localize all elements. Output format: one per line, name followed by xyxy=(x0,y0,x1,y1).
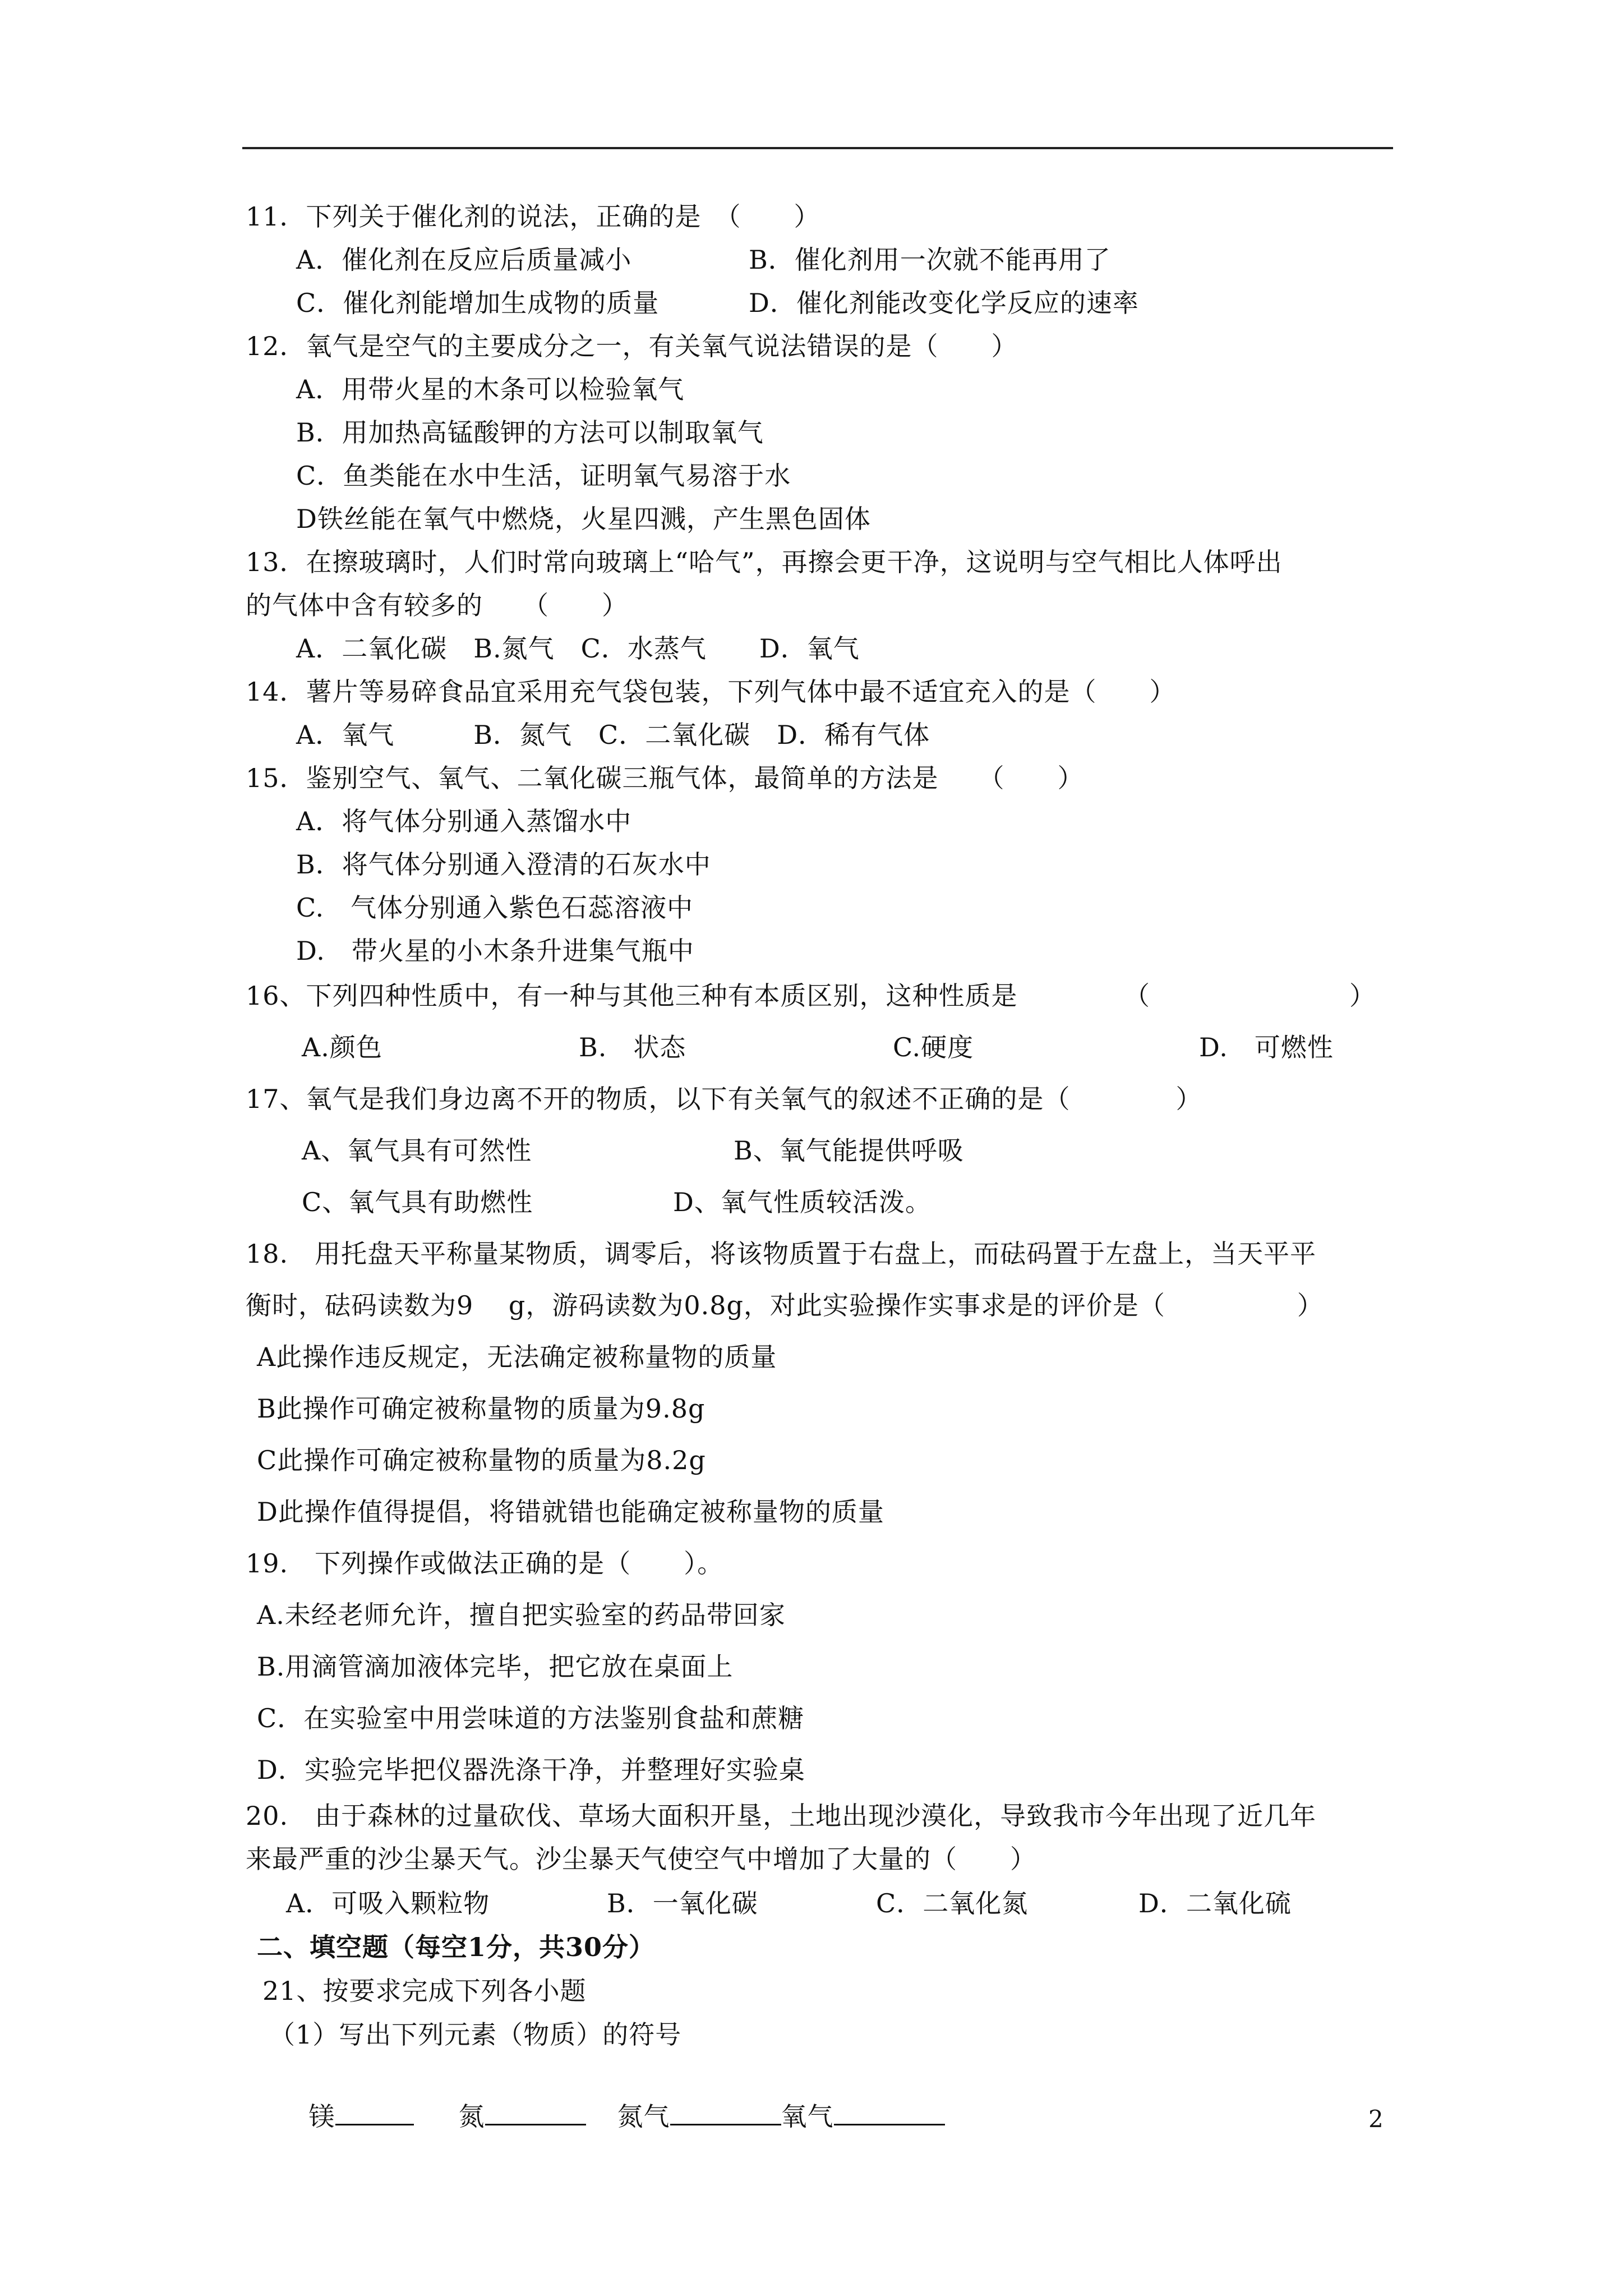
q19-option-a: A.未经老师允许，擅自把实验室的药品带回家 xyxy=(257,1600,786,1630)
q21-fill-row xyxy=(274,2064,945,2169)
q20-stem-line1: 20. 由于森林的过量砍伐、草场大面积开垦，土地出现沙漠化，导致我市今年出现了近几年 xyxy=(246,1801,1317,1831)
q17-option-d: D、氧气性质较活泼。 xyxy=(673,1187,932,1217)
q21-blank-n[interactable] xyxy=(485,2101,586,2125)
q11-option-b: B．催化剂用一次就不能再用了 xyxy=(749,245,1111,275)
q15-option-b: B．将气体分别通入澄清的石灰水中 xyxy=(296,849,711,880)
q20-option-c: C．二氧化氮 xyxy=(876,1888,1029,1918)
q12-stem: 12．氧气是空气的主要成分之一，有关氧气说法错误的是（ ） xyxy=(246,331,1018,361)
q11-stem: 11．下列关于催化剂的说法，正确的是 （ ） xyxy=(246,201,820,232)
q21-label-n: 氮 xyxy=(458,2101,485,2132)
q18-option-a: A此操作违反规定，无法确定被称量物的质量 xyxy=(257,1342,777,1372)
q17-stem: 17、氧气是我们身边离不开的物质，以下有关氧气的叙述不正确的是（ ） xyxy=(246,1084,1202,1114)
q17-option-b: B、氧气能提供呼吸 xyxy=(734,1135,964,1166)
page-number: 2 xyxy=(1368,2105,1384,2133)
header-rule xyxy=(242,147,1393,149)
q12-option-a: A．用带火星的木条可以检验氧气 xyxy=(296,374,685,404)
q17-option-a: A、氧气具有可然性 xyxy=(302,1135,532,1166)
q11-option-a: A．催化剂在反应后质量减小 xyxy=(296,245,632,275)
q13-options: A．二氧化碳 B.氮气 C．水蒸气 D．氧气 xyxy=(296,633,860,664)
q21-label-n2: 氮气 xyxy=(617,2101,670,2132)
q21-label-o2: 氧气 xyxy=(781,2101,834,2132)
q20-stem-line2: 来最严重的沙尘暴天气。沙尘暴天气使空气中增加了大量的（ ） xyxy=(246,1844,1036,1874)
q21-sub1: （1）写出下列元素（物质）的符号 xyxy=(269,2019,682,2050)
q18-stem-line1: 18. 用托盘天平称量某物质，调零后，将该物质置于右盘上，而砝码置于左盘上，当天平平 xyxy=(246,1239,1317,1269)
q18-option-d: D此操作值得提倡，将错就错也能确定被称量物的质量 xyxy=(257,1497,884,1527)
q16-option-c: C.硬度 xyxy=(893,1032,974,1062)
section-2-title: 二、填空题（每空1分，共30分） xyxy=(257,1932,656,1962)
q20-option-a: A．可吸入颗粒物 xyxy=(286,1888,490,1918)
q13-stem-line1: 13．在擦玻璃时，人们时常向玻璃上“哈气”，再擦会更干净，这说明与空气相比人体呼出 xyxy=(246,547,1283,577)
q15-option-a: A．将气体分别通入蒸馏水中 xyxy=(296,806,632,836)
q19-option-c: C．在实验室中用尝味道的方法鉴别食盐和蔗糖 xyxy=(257,1703,805,1733)
q15-option-c: C. 气体分别通入紫色石蕊溶液中 xyxy=(296,892,694,923)
q19-stem: 19. 下列操作或做法正确的是（ ）。 xyxy=(246,1548,724,1579)
q21-stem: 21、按要求完成下列各小题 xyxy=(262,1976,587,2006)
q19-option-b: B.用滴管滴加液体完毕，把它放在桌面上 xyxy=(257,1651,734,1682)
q19-option-d: D．实验完毕把仪器洗涤干净，并整理好实验桌 xyxy=(257,1755,805,1785)
q20-option-d: D．二氧化硫 xyxy=(1138,1888,1292,1918)
q21-blank-n2[interactable] xyxy=(670,2101,781,2125)
q16-option-a: A.颜色 xyxy=(302,1032,382,1062)
q18-option-b: B此操作可确定被称量物的质量为9.8g xyxy=(257,1393,706,1424)
q15-stem: 15．鉴别空气、氧气、二氧化碳三瓶气体，最简单的方法是 （ ） xyxy=(246,763,1084,793)
q14-stem: 14．薯片等易碎食品宜采用充气袋包装，下列气体中最不适宜充入的是（ ） xyxy=(246,677,1176,707)
q11-option-d: D．催化剂能改变化学反应的速率 xyxy=(749,288,1139,318)
q21-blank-o2[interactable] xyxy=(834,2101,945,2125)
q16-option-b: B. 状态 xyxy=(579,1032,686,1062)
q17-option-c: C、氧气具有助燃性 xyxy=(302,1187,533,1217)
q15-option-d: D. 带火星的小木条升进集气瓶中 xyxy=(296,936,694,966)
q18-stem-line2: 衡时，砝码读数为9 g，游码读数为0.8g，对此实验操作实事求是的评价是（ ） xyxy=(246,1290,1324,1320)
q21-blank-mg[interactable] xyxy=(335,2101,414,2125)
q14-options: A．氧气 B．氮气 C．二氧化碳 D．稀有气体 xyxy=(296,720,930,750)
q12-option-c: C．鱼类能在水中生活，证明氧气易溶于水 xyxy=(296,461,791,491)
q16-paren-close: ） xyxy=(1349,981,1376,1011)
q11-option-c: C．催化剂能增加生成物的质量 xyxy=(296,288,660,318)
q21-label-mg: 镁 xyxy=(308,2101,335,2132)
q16-stem: 16、下列四种性质中，有一种与其他三种有本质区别，这种性质是 xyxy=(246,981,1018,1011)
q12-option-d: D铁丝能在氧气中燃烧，火星四溅，产生黑色固体 xyxy=(296,504,871,534)
q18-option-c: C此操作可确定被称量物的质量为8.2g xyxy=(257,1445,706,1475)
q16-option-d: D. 可燃性 xyxy=(1199,1032,1334,1062)
q20-option-b: B．一氧化碳 xyxy=(607,1888,758,1918)
q13-stem-line2: 的气体中含有较多的 （ ） xyxy=(246,590,628,620)
q16-paren-open: （ xyxy=(1124,981,1150,1011)
q12-option-b: B．用加热高锰酸钾的方法可以制取氧气 xyxy=(296,417,764,448)
